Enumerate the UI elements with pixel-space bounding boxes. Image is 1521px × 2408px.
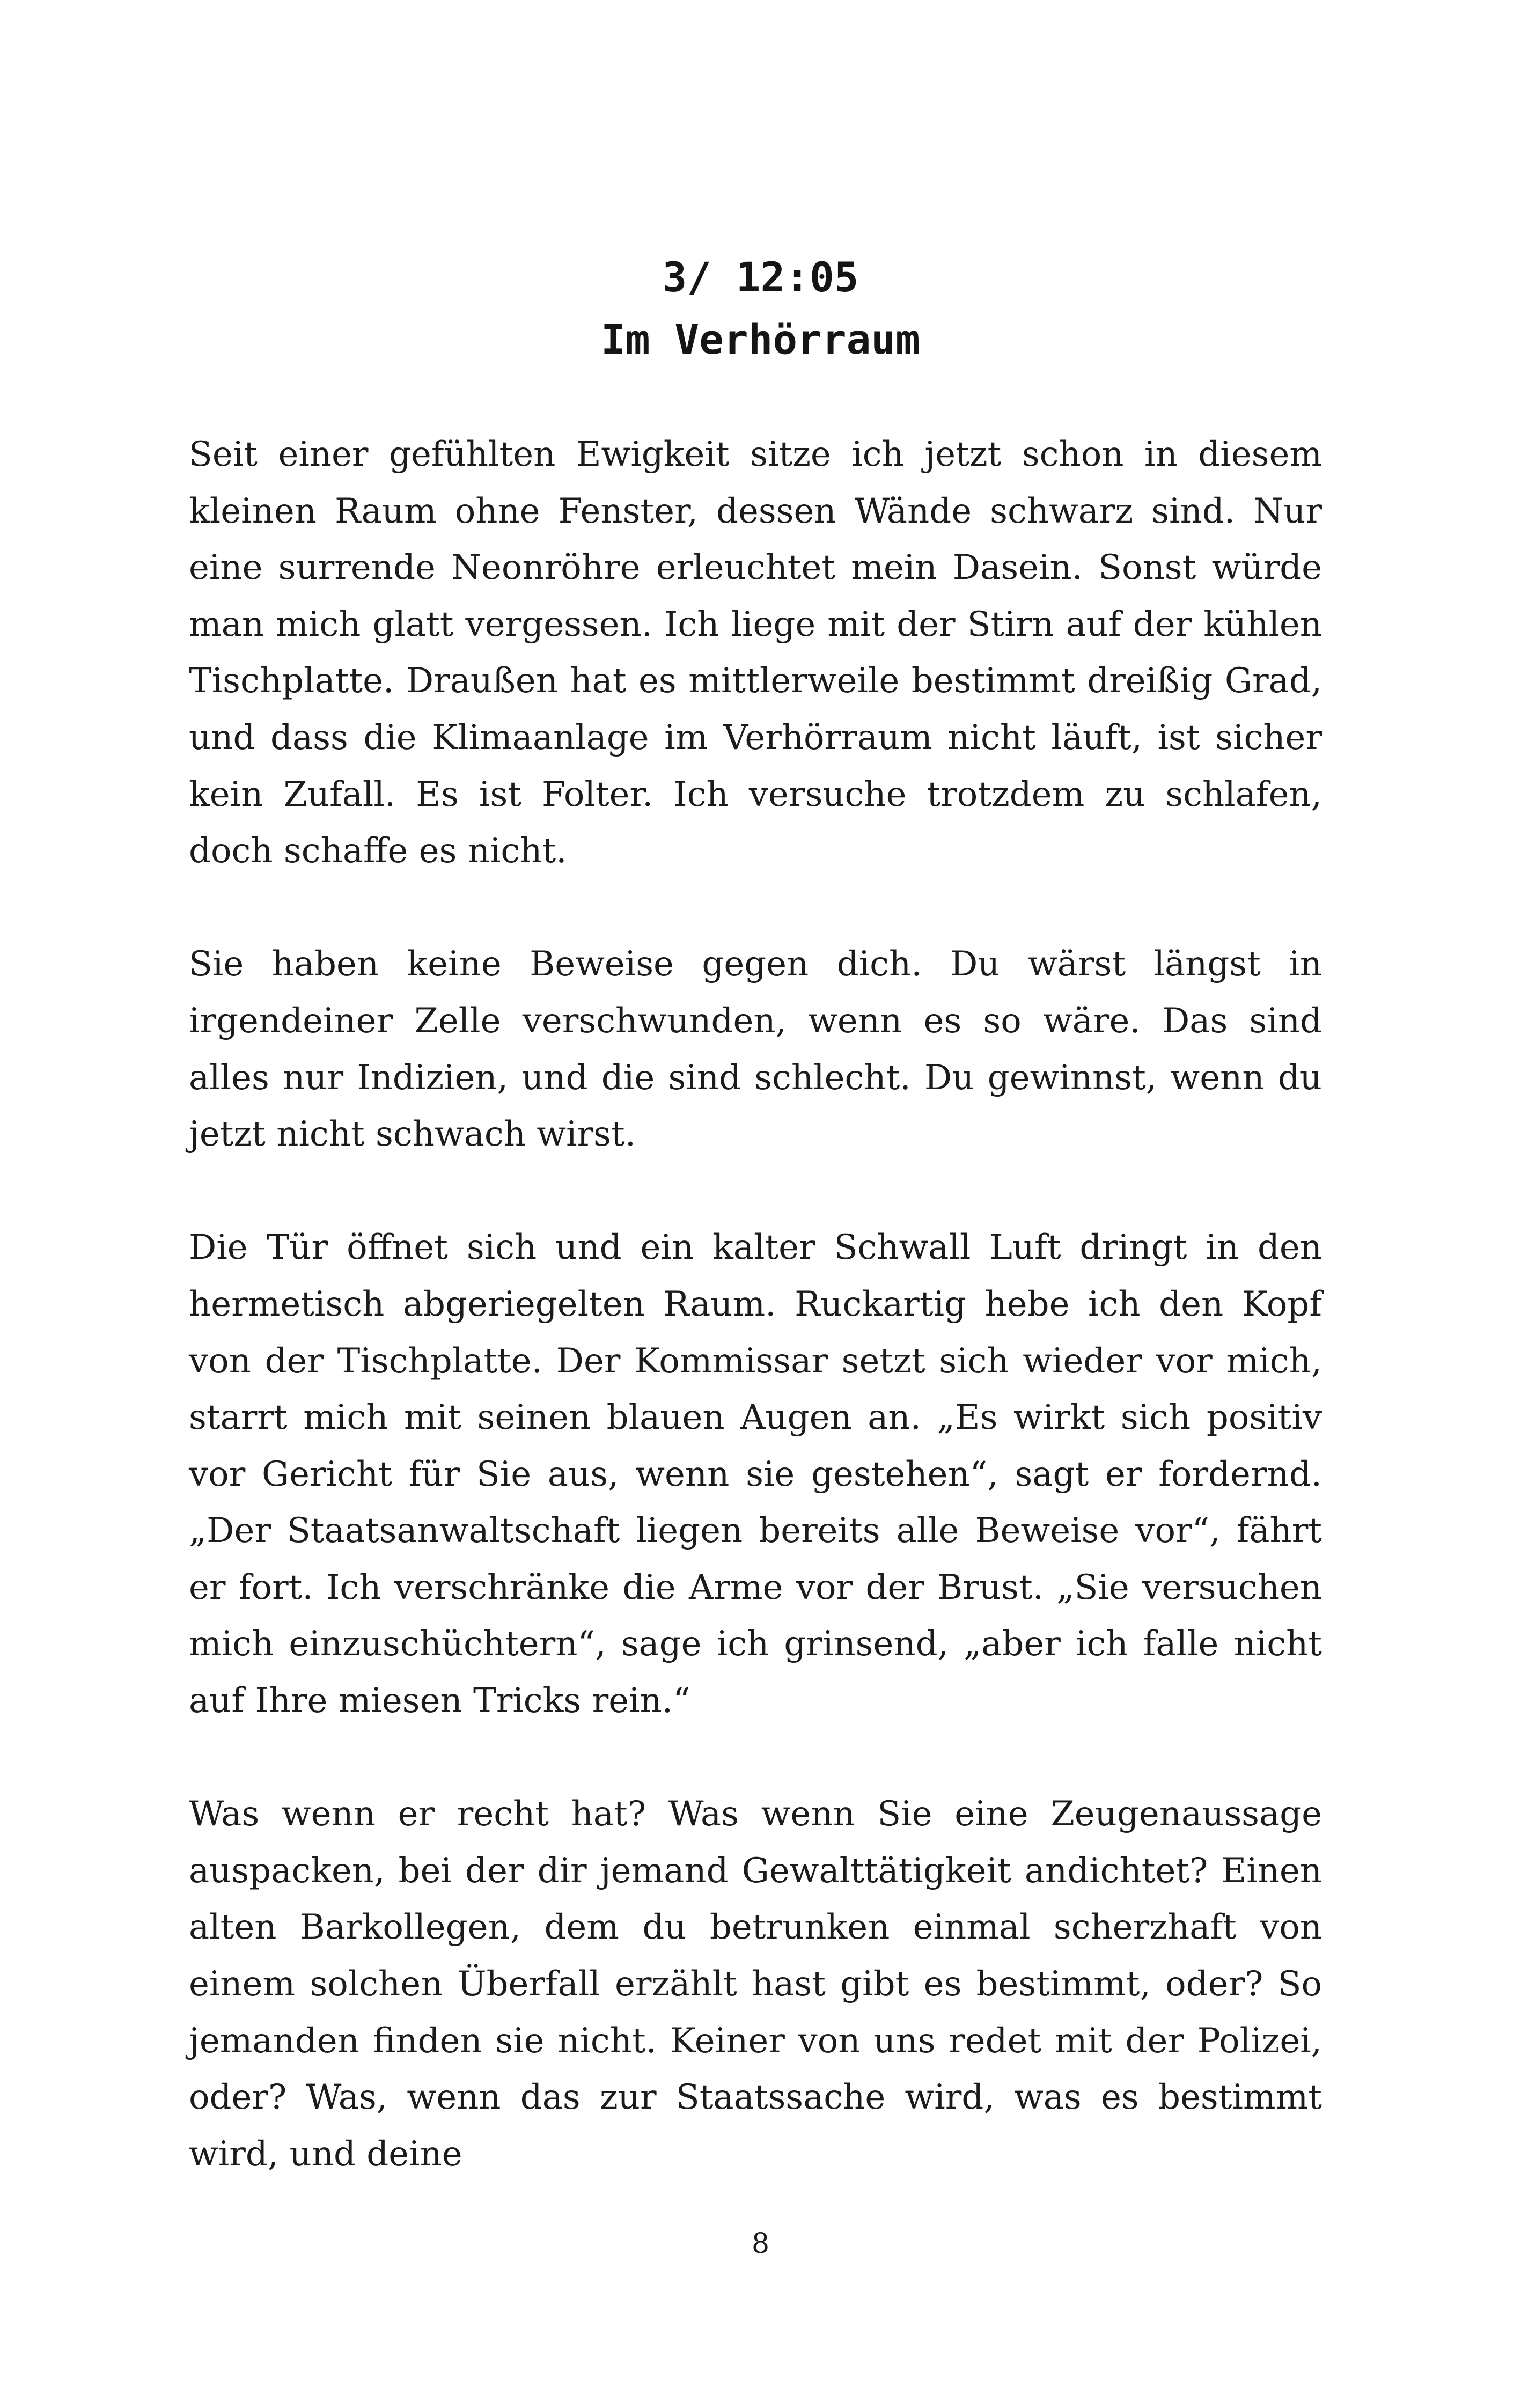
paragraph: Sie haben keine Beweise gegen dich. Du wärst längst in irgendeiner Zelle verschwunden, wenn es so wäre. Das sind alles nur Indizien, und die sind schlecht. Du gewinnst, wenn du jetzt nicht schwach wirst. xyxy=(189,944,1322,1155)
paragraph: Seit einer gefühlten Ewigkeit sitze ich jetzt schon in diesem kleinen Raum ohne Fenster, dessen Wände schwarz sind. Nur eine surrende Neonröhre erleuchtet mein Dasein. Sonst würde man mich glatt vergessen. Ich liege mit der Stirn auf der kühlen Tischplatte. Draußen hat es mittlerweile bestimmt dreißig Grad, und dass die Klimaanlage im Verhörraum nicht läuft, ist sicher kein Zufall. Es ist Folter. Ich versuche trotzdem zu schlafen, doch schaffe es nicht. xyxy=(189,435,1322,871)
page-number: 8 xyxy=(751,2228,770,2260)
chapter-title: Im Verhörraum xyxy=(601,315,920,363)
paragraph: Die Tür öffnet sich und ein kalter Schwall Luft dringt in den hermetisch abgeriegelten Raum. Ruckartig hebe ich den Kopf von der Tischplatte. Der Kommissar setzt sich wieder vor mich, starrt mich mit seinen blauen Augen an. „Es wirkt sich positiv vor Gericht für Sie aus, wenn sie gestehen“, sagt er fordernd. „Der Staatsanwaltschaft liegen bereits alle Beweise vor“, fährt er fort. Ich verschränke die Arme vor der Brust. „Sie versuchen mich einzuschüchtern“, sage ich grinsend, „aber ich falle nicht auf Ihre miesen Tricks rein.“ xyxy=(189,1228,1322,1721)
chapter-number: 3/ 12:05 xyxy=(662,253,859,301)
paragraph: Was wenn er recht hat? Was wenn Sie eine Zeugenaussage auspacken, bei der dir jemand Gewalttätigkeit andichtet? Einen alten Barkollegen, dem du betrunken einmal scherzhaft von einem solchen Überfall erzählt hast gibt es bestimmt, oder? So jemanden finden sie nicht. Keiner von uns redet mit der Polizei, oder? Was, wenn das zur Staatssache wird, was es bestimmt wird, und deine xyxy=(189,1794,1322,2174)
chapter-body xyxy=(189,427,1322,2183)
